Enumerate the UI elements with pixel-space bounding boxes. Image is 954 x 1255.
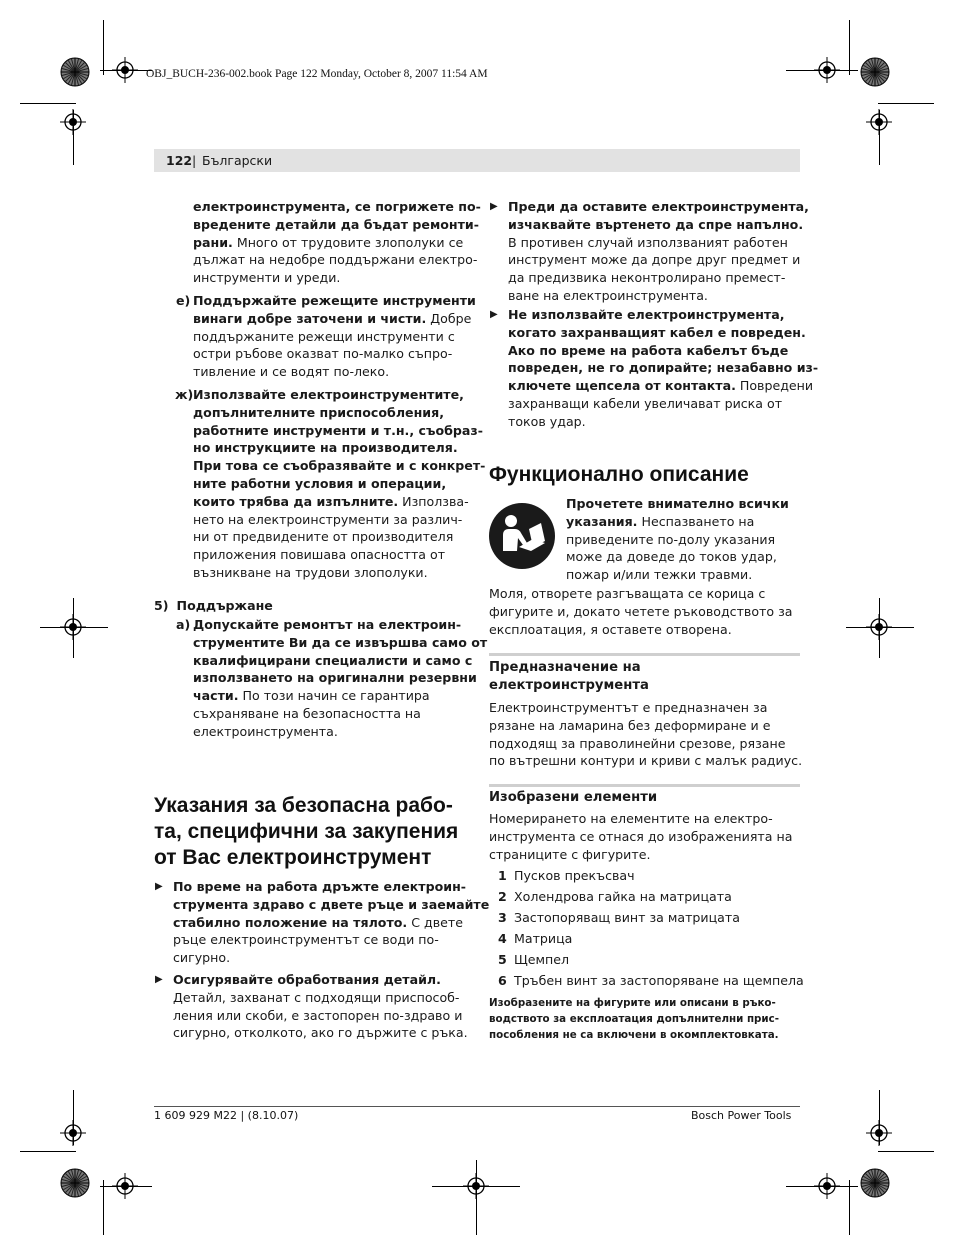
- body-text: приведените по-долу указания: [566, 531, 776, 547]
- bold-text: Допускайте ремонтът на електроин-: [193, 617, 462, 632]
- body-text: съхраняване на безопасността на: [193, 705, 421, 721]
- text-line: [508, 395, 808, 413]
- text-line: [173, 1007, 473, 1025]
- text-line: [489, 735, 809, 753]
- body-text: Използва-: [398, 493, 469, 509]
- component-number: 3: [498, 910, 507, 925]
- body-text: ръце електроинструментът се води по-: [173, 932, 439, 948]
- safety-bullet-wait: [490, 198, 809, 305]
- text-line: [193, 528, 483, 546]
- registration-mark-icon: [866, 614, 892, 640]
- safety-bullet-hold: [155, 878, 490, 967]
- text-line: [489, 585, 809, 603]
- component-item: [489, 888, 809, 909]
- body-text: Детайл, захванат с подходящи приспособ-: [173, 989, 460, 1005]
- component-item: [489, 930, 809, 951]
- bold-text: Не използвайте електроинструмента,: [508, 307, 785, 322]
- text-line: Предназначение на: [489, 660, 641, 675]
- text-line: [193, 251, 483, 269]
- body-text: да предизвика неконтролирано премест-: [508, 270, 786, 286]
- text-line: [508, 269, 808, 287]
- text-line: [193, 345, 483, 363]
- text-line: [193, 493, 483, 511]
- registration-mark-icon: [866, 1120, 892, 1146]
- bold-text: които трябва да изпълните.: [193, 493, 399, 509]
- bold-text: Ако по време на работа кабелът бъде: [508, 342, 789, 358]
- footer-rule: [154, 1106, 800, 1107]
- components-heading: Изобразени елементи: [489, 790, 658, 805]
- crop-line: [878, 103, 934, 104]
- bold-text: Осигурявайте обработвания детайл.: [173, 972, 441, 987]
- text-line: [193, 669, 483, 687]
- body-text: Моля, отворете разгъващата се корица с: [489, 586, 766, 601]
- registration-mark-icon: [60, 614, 86, 640]
- component-label: Щемпел: [514, 952, 570, 967]
- bold-text: стабилно положение на тялото.: [173, 914, 408, 930]
- color-target-icon: [860, 57, 890, 87]
- text-line: [508, 324, 808, 342]
- bold-text: Използвайте електроинструментите,: [193, 387, 464, 402]
- body-text: фигурите и, докато четете ръководството за: [489, 603, 793, 619]
- body-text: По този начин се гарантира: [238, 688, 430, 704]
- text-line: [508, 359, 819, 377]
- footer-doc-number: 1 609 929 M22 | (8.10.07): [154, 1109, 299, 1122]
- component-list: [489, 867, 809, 993]
- bold-text: квалифицирани специалисти и само с: [193, 652, 473, 668]
- text-line: [508, 342, 808, 360]
- read-manual-icon: [489, 503, 555, 569]
- text-line: [193, 422, 483, 440]
- print-slug: OBJ_BUCH-236-002.book Page 122 Monday, October 8, 2007 11:54 AM: [146, 68, 488, 80]
- text-line: [173, 896, 490, 914]
- text-line: [173, 878, 473, 896]
- text-line: [173, 1024, 473, 1042]
- body-text: пожар и/или тежки травми.: [566, 567, 753, 583]
- crop-line: [849, 1180, 850, 1235]
- body-text: рязане на ламарина без деформиране и е: [489, 717, 771, 733]
- body-text: Неспазването на: [637, 513, 755, 529]
- item-marker: a): [176, 617, 191, 632]
- body-text: инструмента се отнася до изображенията на: [489, 828, 793, 844]
- text-line: [193, 634, 488, 652]
- note-line: водството за експлоатация допълнителни прис-: [489, 1013, 780, 1025]
- text-line: [193, 328, 483, 346]
- text-line: [173, 989, 473, 1007]
- color-target-icon: [860, 1168, 890, 1198]
- footer-brand: Bosch Power Tools: [691, 1109, 792, 1122]
- color-target-icon: [60, 1168, 90, 1198]
- text-line: [508, 198, 808, 216]
- component-number: 2: [498, 889, 507, 904]
- intended-use-heading: [489, 659, 800, 695]
- body-text: подходящ за праволинейни срезове, рязане: [489, 735, 786, 751]
- text-line: [173, 971, 473, 989]
- maintenance-item-a: [176, 616, 488, 741]
- body-text: токов удар.: [508, 413, 586, 429]
- registration-mark-icon: [866, 109, 892, 135]
- body-text: електроинструмента.: [193, 723, 338, 739]
- text-line: [508, 287, 808, 305]
- text-line: [193, 363, 483, 381]
- component-number: 6: [498, 973, 507, 988]
- text-line: [173, 931, 473, 949]
- header-separator: |: [192, 153, 197, 168]
- safety-item-e: [176, 292, 483, 381]
- bold-text: когато захранващият кабел е повреден.: [508, 324, 806, 340]
- header-language: Български: [202, 153, 273, 168]
- body-text: страниците с фигурите.: [489, 846, 651, 862]
- component-item: [489, 909, 809, 930]
- text-line: [193, 652, 483, 670]
- body-text: Много от трудовите злополуки се: [232, 234, 464, 250]
- item-marker: ж): [175, 387, 194, 402]
- text-line: Указания за безопасна рабо-: [154, 794, 453, 817]
- text-line: [193, 386, 483, 404]
- bold-text: По време на работа дръжте електроин-: [173, 879, 467, 894]
- crop-line: [20, 1151, 76, 1152]
- crop-line: [103, 20, 104, 75]
- body-text: по вътрешни контури и криви с малък радиус.: [489, 753, 803, 769]
- open-foldout-text: [489, 585, 809, 638]
- safety-item-d-continued: [193, 198, 483, 287]
- bold-text: При това се съобразявайте и с конкрет-: [193, 458, 486, 474]
- body-text: захранващи кабели увеличават риска от: [508, 395, 783, 411]
- text-line: [193, 216, 483, 234]
- text-line: [193, 616, 483, 634]
- text-line: [489, 699, 809, 717]
- text-line: [193, 292, 483, 310]
- text-line: [193, 404, 483, 422]
- text-line: [489, 621, 809, 639]
- bold-text: ключете щепсела от контакта.: [508, 378, 736, 394]
- section-5-heading: [154, 597, 474, 615]
- bold-text: работните инструменти и т.н., съобраз-: [193, 422, 483, 438]
- page-number: 122: [166, 153, 193, 168]
- component-item: [489, 951, 809, 972]
- intended-use-text: [489, 699, 809, 770]
- bold-text: Прочетете внимателно всички: [566, 496, 789, 511]
- bold-text: струмента здраво с двете ръце и заемайте: [173, 896, 490, 912]
- text-line: [193, 234, 483, 252]
- text-line: [566, 548, 806, 566]
- text-line: [173, 914, 473, 932]
- body-text: сигурно.: [173, 950, 231, 966]
- body-text: експлоатация, я оставете отворена.: [489, 621, 732, 637]
- body-text: възникване на трудови злополуки.: [193, 564, 428, 580]
- bold-text: електроинструмента, се погрижете по-: [193, 199, 481, 214]
- text-line: [508, 234, 808, 252]
- text-line: [193, 457, 486, 475]
- text-line: [508, 413, 808, 431]
- component-number: 1: [498, 868, 507, 883]
- component-item: [489, 972, 809, 993]
- text-line: [489, 846, 809, 864]
- component-item: [489, 867, 809, 888]
- bullet-arrow-icon: ▶: [490, 309, 498, 320]
- component-label: Застопоряващ винт за матрицата: [514, 910, 740, 925]
- bold-text: винаги добре заточени и чисти.: [193, 310, 427, 326]
- text-line: [489, 828, 809, 846]
- body-text: ни от предвидените от производителя: [193, 529, 454, 545]
- text-line: [193, 269, 483, 287]
- body-text: дължат на недобре поддържани електро-: [193, 252, 478, 268]
- crop-line: [20, 103, 76, 104]
- specific-safety-heading: [154, 793, 484, 871]
- body-text: Повредени: [735, 378, 814, 394]
- section-rule: [489, 784, 800, 787]
- components-intro: [489, 810, 809, 863]
- text-line: [193, 564, 483, 582]
- body-text: приложения повишава опасността от: [193, 547, 446, 563]
- bold-text: ните работни условия и операции,: [193, 475, 447, 491]
- registration-mark-icon: [60, 109, 86, 135]
- body-text: може да доведе до токов удар,: [566, 549, 777, 565]
- component-label: Пусков прекъсвач: [514, 868, 635, 883]
- section-title: Поддържане: [176, 598, 273, 613]
- page-header: [154, 149, 800, 172]
- component-number: 4: [498, 931, 507, 946]
- registration-mark-icon: [814, 1173, 840, 1199]
- body-text: Добре: [426, 310, 472, 326]
- bold-text: повреден, не го допирайте; незабавно из-: [508, 360, 819, 376]
- bold-text: вредените детайли да бъдат ремонти-: [193, 216, 479, 232]
- crop-line: [878, 1151, 934, 1152]
- text-line: [193, 546, 483, 564]
- text-line: [193, 705, 483, 723]
- crop-line: [103, 1180, 104, 1235]
- bold-text: допълнителните приспособления,: [193, 404, 444, 420]
- text-line: [193, 687, 483, 705]
- section-number: 5): [154, 598, 169, 613]
- registration-mark-icon: [60, 1120, 86, 1146]
- bold-text: струментите Ви да се извършва само от: [193, 634, 488, 650]
- text-line: [566, 531, 806, 549]
- body-text: нето на електроинструменти за различ-: [193, 511, 463, 527]
- bold-text: Преди да оставите електроинструмента,: [508, 199, 809, 214]
- registration-mark-icon: [463, 1173, 489, 1199]
- text-line: [193, 475, 483, 493]
- component-label: Холендрова гайка на матрицата: [514, 889, 732, 904]
- body-text: ване на електроинструмента.: [508, 287, 708, 303]
- text-line: [508, 306, 808, 324]
- body-text: ления или скоби, е застопорен по-здраво и: [173, 1007, 463, 1023]
- functional-description-heading: Функционално описание: [489, 463, 749, 486]
- bullet-arrow-icon: ▶: [490, 201, 498, 212]
- accessories-note: [489, 995, 809, 1043]
- note-line: пособления не са включени в окомплектовката.: [489, 1029, 779, 1041]
- text-line: [508, 377, 814, 395]
- text-line: [566, 495, 806, 513]
- text-line: [508, 251, 808, 269]
- body-text: В противен случай използваният работен: [508, 234, 788, 250]
- text-line: [193, 439, 483, 457]
- bullet-arrow-icon: ▶: [155, 974, 163, 985]
- text-line: [489, 603, 809, 621]
- body-text: Електроинструментът е предназначен за: [489, 700, 768, 715]
- text-line: [508, 216, 808, 234]
- registration-mark-icon: [814, 57, 840, 83]
- body-text: поддържаните режещи инструменти с: [193, 328, 455, 344]
- safety-item-zh: [175, 386, 486, 582]
- text-line: [193, 723, 483, 741]
- body-text: сигурно, отколкото, ако го държите с ръка.: [173, 1025, 468, 1041]
- text-line: [193, 198, 483, 216]
- bold-text: но инструкциите на производителя.: [193, 440, 458, 456]
- read-instructions-text: [566, 495, 806, 584]
- body-text: Номерирането на елементите на електро-: [489, 811, 773, 826]
- bold-text: части.: [193, 688, 239, 704]
- text-line: [193, 511, 483, 529]
- body-text: остри ръбове оказват по-малко съпро-: [193, 346, 453, 362]
- safety-bullet-cable: [490, 306, 819, 431]
- item-marker: e): [176, 293, 191, 308]
- body-text: тивление и се водят по-леко.: [193, 364, 390, 380]
- bullet-arrow-icon: ▶: [155, 881, 163, 892]
- text-line: електроинструмента: [489, 678, 649, 693]
- text-line: та, специфични за закупения: [154, 820, 459, 843]
- note-line: Изобразените на фигурите или описани в ръко-: [489, 997, 776, 1009]
- body-text: инструмент може да допре друг предмет и: [508, 252, 801, 268]
- text-line: [489, 752, 809, 770]
- bold-text: рани.: [193, 234, 233, 250]
- section-rule: [489, 653, 800, 656]
- text-line: [193, 310, 483, 328]
- bold-text: използването на оригинални резервни: [193, 670, 477, 686]
- bold-text: указания.: [566, 513, 638, 529]
- bold-text: Поддържайте режещите инструменти: [193, 293, 476, 308]
- text-line: [489, 810, 809, 828]
- body-text: С двете: [407, 914, 463, 930]
- text-line: от Вас електроинструмент: [154, 846, 432, 869]
- crop-line: [849, 20, 850, 75]
- text-line: [489, 717, 809, 735]
- registration-mark-icon: [112, 57, 138, 83]
- text-line: [566, 513, 806, 531]
- component-label: Матрица: [514, 931, 573, 946]
- text-line: [173, 949, 473, 967]
- registration-mark-icon: [112, 1173, 138, 1199]
- component-label: Тръбен винт за застопоряване на щемпела: [514, 973, 804, 988]
- safety-bullet-workpiece: [155, 971, 473, 1042]
- bold-text: изчаквайте въртенето да спре напълно.: [508, 216, 804, 232]
- color-target-icon: [60, 57, 90, 87]
- body-text: инструменти и уреди.: [193, 270, 341, 286]
- component-number: 5: [498, 952, 507, 967]
- text-line: [566, 566, 806, 584]
